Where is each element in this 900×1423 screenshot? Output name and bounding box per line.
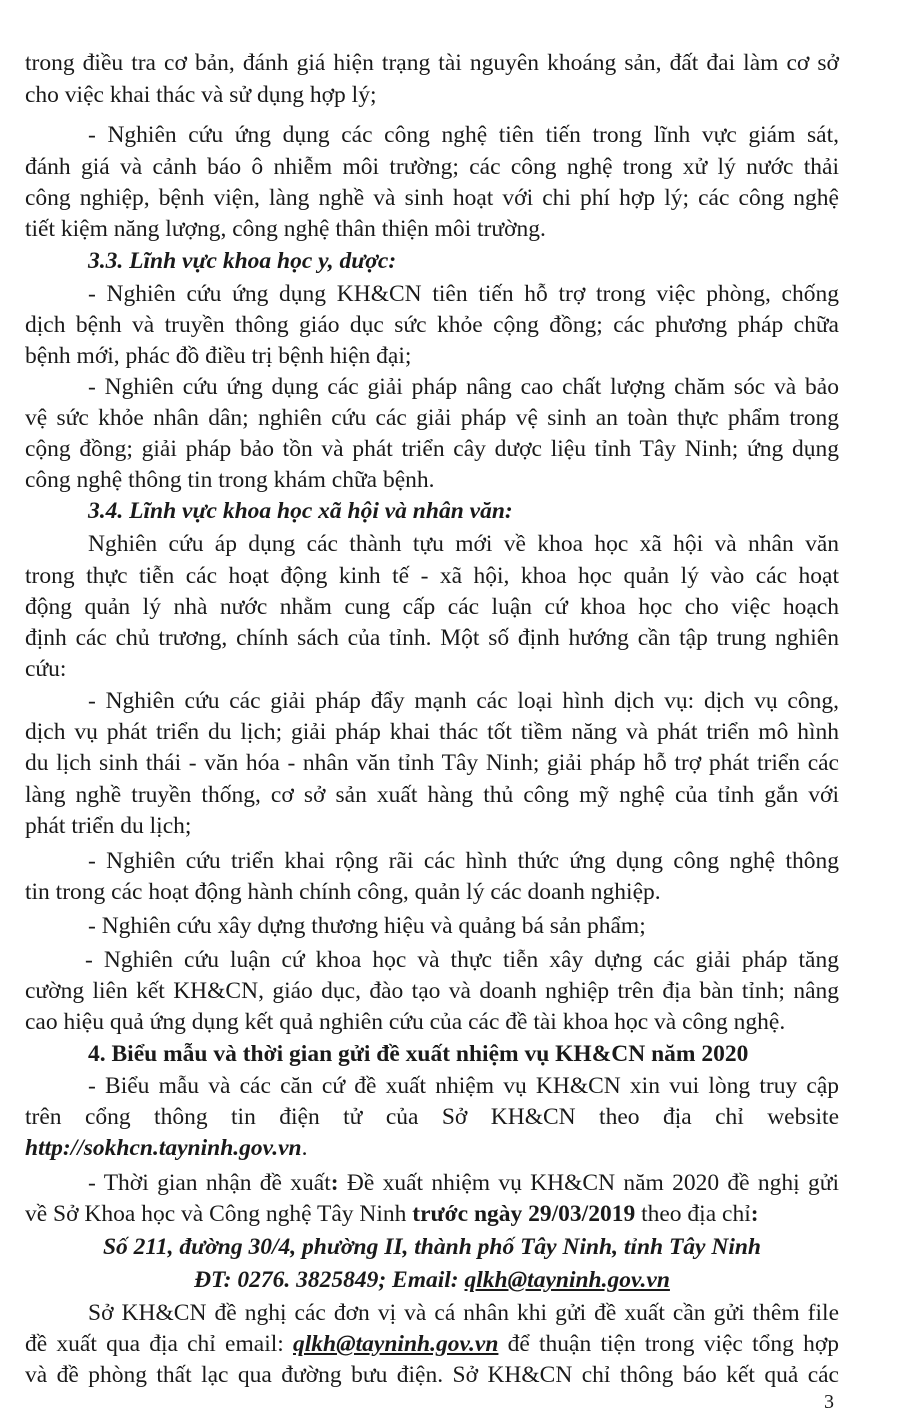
- paragraph-line: bệnh mới, phác đồ điều trị bệnh hiện đại;: [25, 343, 412, 369]
- paragraph-line: và đề phòng thất lạc qua đường bưu điện. Sở KH&CN chỉ thông báo kết quả các: [25, 1362, 839, 1388]
- paragraph-line: - Biểu mẫu và các căn cứ đề xuất nhiệm vụ KH&CN xin vui lòng truy cập: [88, 1073, 839, 1099]
- email-link[interactable]: qlkh@tayninh.gov.vn: [293, 1331, 499, 1357]
- paragraph-line: trong thực tiễn các hoạt động kinh tế - xã hội, khoa học quản lý vào các hoạt: [25, 563, 839, 589]
- paragraph-line: cứu:: [25, 656, 67, 682]
- paragraph-line: - Nghiên cứu triển khai rộng rãi các hình thức ứng dụng công nghệ thông: [88, 848, 839, 874]
- paragraph-line: du lịch sinh thái - văn hóa - nhân văn tỉnh Tây Ninh; giải pháp hỗ trợ phát triển các: [25, 750, 839, 776]
- section-heading-4: 4. Biểu mẫu và thời gian gửi đề xuất nhiệm vụ KH&CN năm 2020: [88, 1041, 749, 1067]
- paragraph-line: động quản lý nhà nước nhằm cung cấp các luận cứ khoa học cho việc hoạch: [25, 594, 839, 620]
- contact-line: ĐT: 0276. 3825849; Email: qlkh@tayninh.gov.vn: [194, 1267, 670, 1293]
- paragraph-line: cộng đồng; giải pháp bảo tồn và phát triển cây dược liệu tỉnh Tây Ninh; ứng dụng: [25, 436, 839, 462]
- paragraph-line: - Nghiên cứu xây dựng thương hiệu và quảng bá sản phẩm;: [88, 913, 646, 939]
- paragraph-line: cho việc khai thác và sử dụng hợp lý;: [25, 82, 377, 108]
- deadline-date: trước ngày 29/03/2019: [412, 1201, 636, 1227]
- paragraph-line: tiết kiệm năng lượng, công nghệ thân thiện môi trường.: [25, 216, 546, 242]
- paragraph-line: tin trong các hoạt động hành chính công, quản lý các doanh nghiệp.: [25, 879, 661, 905]
- paragraph-line: Nghiên cứu áp dụng các thành tựu mới về khoa học xã hội và nhân văn: [88, 531, 839, 557]
- paragraph-line: công nghệ thông tin trong khám chữa bệnh.: [25, 467, 435, 493]
- paragraph-line: - Nghiên cứu ứng dụng các giải pháp nâng cao chất lượng chăm sóc và bảo: [88, 374, 839, 400]
- section-heading-3-3: 3.3. Lĩnh vực khoa học y, dược:: [88, 248, 397, 274]
- section-heading-3-4: 3.4. Lĩnh vực khoa học xã hội và nhân văn:: [88, 498, 513, 524]
- paragraph-line: về Sở Khoa học và Công nghệ Tây Ninh trước ngày 29/03/2019 theo địa chỉ:: [25, 1201, 759, 1227]
- address-line: Số 211, đường 30/4, phường II, thành phố Tây Ninh, tỉnh Tây Ninh: [102, 1234, 762, 1260]
- page-number: 3: [824, 1391, 834, 1413]
- paragraph-line: http://sokhcn.tayninh.gov.vn.: [25, 1135, 308, 1161]
- paragraph-line: - Nghiên cứu luận cứ khoa học và thực tiễn xây dựng các giải pháp tăng: [85, 947, 839, 973]
- paragraph-line: đề xuất qua địa chỉ email: qlkh@tayninh.gov.vn để thuận tiện trong việc tổng hợp: [25, 1331, 839, 1357]
- paragraph-line: - Nghiên cứu ứng dụng các công nghệ tiên tiến trong lĩnh vực giám sát,: [88, 122, 839, 148]
- paragraph-line: - Nghiên cứu ứng dụng KH&CN tiên tiến hỗ trợ trong việc phòng, chống: [88, 281, 839, 307]
- paragraph-line: công nghiệp, bệnh viện, làng nghề và sinh hoạt với chi phí hợp lý; các công nghệ: [25, 185, 839, 211]
- paragraph-line: cao hiệu quả ứng dụng kết quả nghiên cứu của các đề tài khoa học và công nghệ.: [25, 1009, 786, 1035]
- paragraph-line: trên cổng thông tin điện tử của Sở KH&CN theo địa chỉ website: [25, 1104, 839, 1130]
- paragraph-line: cường liên kết KH&CN, giáo dục, đào tạo và doanh nghiệp trên địa bàn tỉnh; nâng: [25, 978, 839, 1004]
- paragraph-line: dịch vụ phát triển du lịch; giải pháp khai thác tốt tiềm năng và phát triển mô hình: [25, 719, 839, 745]
- paragraph-line: Sở KH&CN đề nghị các đơn vị và cá nhân khi gửi đề xuất cần gửi thêm file: [88, 1300, 839, 1326]
- paragraph-line: đánh giá và cảnh báo ô nhiễm môi trường; các công nghệ trong xử lý nước thải: [25, 154, 839, 180]
- paragraph-line: định các chủ trương, chính sách của tỉnh. Một số định hướng cần tập trung nghiên: [25, 625, 839, 651]
- paragraph-line: - Nghiên cứu các giải pháp đẩy mạnh các loại hình dịch vụ: dịch vụ công,: [88, 688, 839, 714]
- paragraph-line: dịch bệnh và truyền thông giáo dục sức khỏe cộng đồng; các phương pháp chữa: [25, 312, 839, 338]
- paragraph-line: phát triển du lịch;: [25, 813, 192, 839]
- paragraph-line: làng nghề truyền thống, cơ sở sản xuất hàng thủ công mỹ nghệ của tỉnh gắn với: [25, 782, 839, 808]
- email-link[interactable]: qlkh@tayninh.gov.vn: [464, 1267, 670, 1293]
- paragraph-line: trong điều tra cơ bản, đánh giá hiện trạng tài nguyên khoáng sản, đất đai làm cơ sở: [25, 50, 839, 76]
- website-link[interactable]: http://sokhcn.tayninh.gov.vn: [25, 1135, 302, 1161]
- paragraph-line: vệ sức khỏe nhân dân; nghiên cứu các giải pháp vệ sinh an toàn thực phẩm trong: [25, 405, 839, 431]
- paragraph-line: - Thời gian nhận đề xuất: Đề xuất nhiệm vụ KH&CN năm 2020 đề nghị gửi: [88, 1170, 839, 1196]
